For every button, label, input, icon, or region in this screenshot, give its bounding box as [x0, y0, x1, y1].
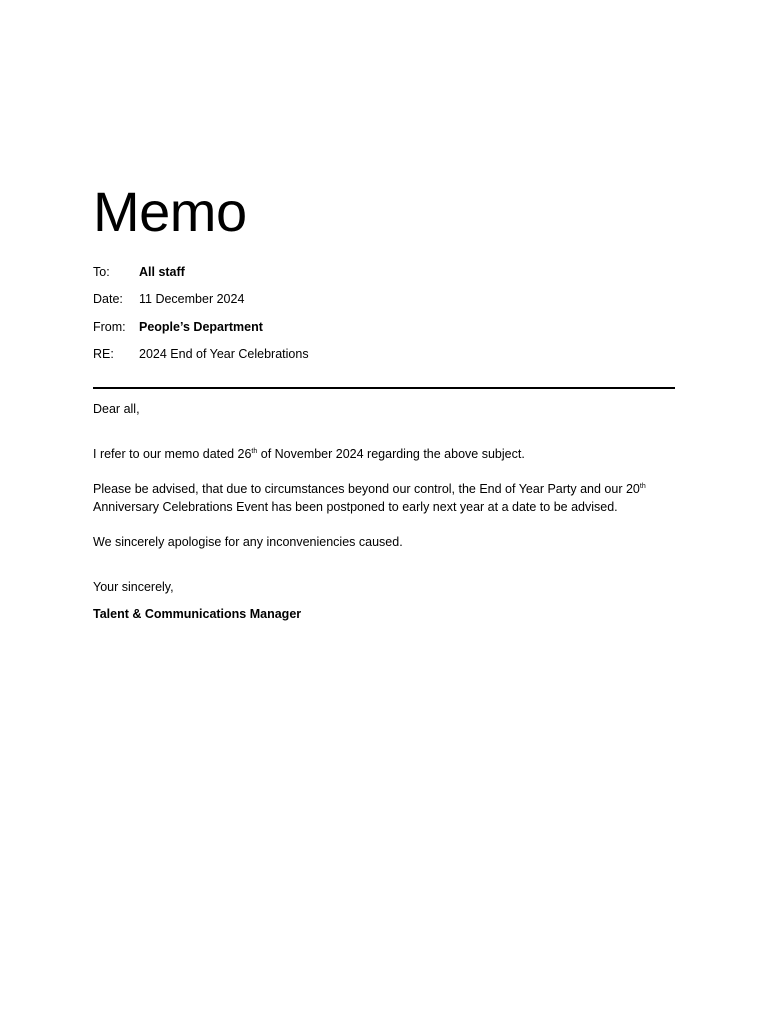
field-label-to: To: [93, 264, 110, 279]
field-value-from: People’s Department [139, 319, 263, 334]
field-value-re: 2024 End of Year Celebrations [139, 347, 309, 362]
field-label-re: RE: [93, 347, 114, 362]
paragraph-apology: We sincerely apologise for any inconveniencies caused. [93, 535, 403, 549]
closing: Your sincerely, [93, 580, 174, 594]
paragraph-postponement [93, 480, 675, 516]
paragraph-postponement-text: Please be advised, that due to circumstances beyond our control, the End of Year Party and our 20 [93, 482, 640, 496]
ordinal-suffix: th [639, 482, 646, 490]
paragraph-postponement-text-end: Anniversary Celebrations Event has been postponed to early next year at a date to be advised. [93, 500, 618, 514]
signatory: Talent & Communications Manager [93, 607, 302, 621]
paragraph-reference-text: I refer to our memo dated 26 [93, 447, 252, 461]
field-label-date: Date: [93, 292, 123, 307]
field-from [93, 313, 675, 341]
greeting: Dear all, [93, 402, 140, 416]
header-divider [93, 387, 675, 389]
ordinal-suffix: th [251, 447, 258, 455]
field-label-from: From: [93, 319, 126, 334]
memo-header-fields [93, 258, 675, 368]
paragraph-reference-text-end: of November 2024 regarding the above subject. [257, 447, 525, 461]
field-to [93, 258, 675, 286]
field-date [93, 286, 675, 314]
paragraph-reference [93, 445, 675, 463]
field-value-to: All staff [139, 264, 185, 279]
field-value-date: 11 December 2024 [139, 292, 245, 307]
memo-title: Memo [93, 180, 247, 243]
memo-body [93, 400, 675, 623]
field-re [93, 341, 675, 369]
